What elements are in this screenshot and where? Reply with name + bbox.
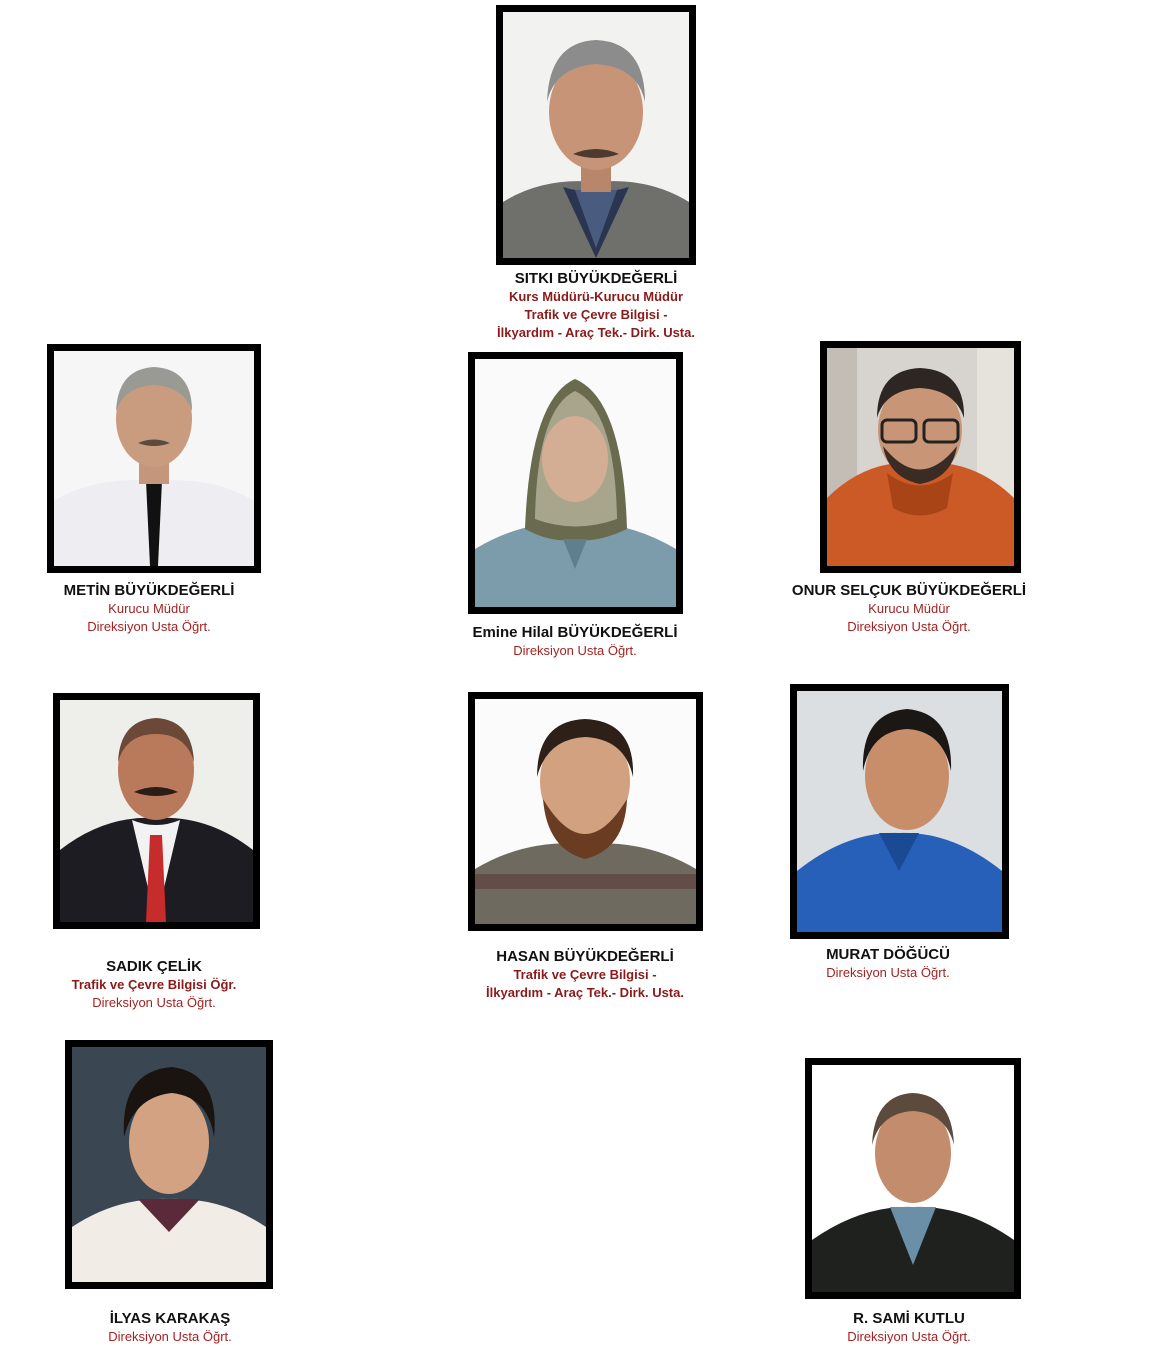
staff-role: Direksiyon Usta Öğrt. xyxy=(87,619,211,634)
staff-name: MURAT DÖĞÜCÜ xyxy=(826,946,950,963)
staff-name: R. SAMİ KUTLU xyxy=(853,1310,965,1327)
portrait-man-plaid-shirt-icon xyxy=(503,12,689,258)
staff-role: Direksiyon Usta Öğrt. xyxy=(92,995,216,1010)
portrait-man-suit-red-tie-icon xyxy=(60,700,253,922)
staff-role: Direksiyon Usta Öğrt. xyxy=(847,619,971,634)
staff-label xyxy=(430,624,720,660)
staff-name: HASAN BÜYÜKDEĞERLİ xyxy=(496,948,674,965)
portrait-man-blue-polo-icon xyxy=(797,691,1002,932)
staff-role: Direksiyon Usta Öğrt. xyxy=(847,1329,971,1344)
portrait-photo xyxy=(468,352,683,614)
staff-name: İLYAS KARAKAŞ xyxy=(109,1310,231,1327)
staff-label xyxy=(14,582,284,636)
staff-role: Trafik ve Çevre Bilgisi - xyxy=(524,307,668,322)
portrait-photo xyxy=(47,344,261,573)
staff-role: Direksiyon Usta Öğrt. xyxy=(108,1329,232,1344)
portrait-photo xyxy=(65,1040,273,1289)
staff-label xyxy=(778,1310,1040,1346)
staff-name: Emine Hilal BÜYÜKDEĞERLİ xyxy=(472,624,678,641)
portrait-photo xyxy=(790,684,1009,939)
portrait-young-man-white-shirt-icon xyxy=(72,1047,266,1282)
staff-label xyxy=(441,270,751,342)
portrait-man-glasses-orange-hoodie-icon xyxy=(827,348,1014,566)
staff-role: Kurs Müdürü-Kurucu Müdür xyxy=(508,289,684,304)
staff-role: Kurucu Müdür xyxy=(108,601,190,616)
portrait-photo xyxy=(53,693,260,929)
staff-role: İlkyardım - Araç Tek.- Dirk. Usta. xyxy=(497,325,695,340)
portrait-photo xyxy=(805,1058,1021,1299)
staff-role: Trafik ve Çevre Bilgisi - xyxy=(513,967,657,982)
portrait-photo xyxy=(820,341,1021,573)
staff-role: Kurucu Müdür xyxy=(868,601,950,616)
staff-name: METİN BÜYÜKDEĞERLİ xyxy=(63,582,235,599)
staff-role: Trafik ve Çevre Bilgisi Öğr. xyxy=(71,977,237,992)
portrait-woman-headscarf-icon xyxy=(475,359,676,607)
portrait-man-beard-sweater-icon xyxy=(475,699,696,924)
staff-role: Direksiyon Usta Öğrt. xyxy=(513,643,637,658)
staff-label xyxy=(430,948,740,1002)
portrait-photo xyxy=(468,692,703,931)
portrait-photo xyxy=(496,5,696,265)
staff-role: Direksiyon Usta Öğrt. xyxy=(826,965,950,980)
staff-label xyxy=(760,946,1016,982)
staff-name: SITKI BÜYÜKDEĞERLİ xyxy=(514,270,678,287)
staff-name: SADIK ÇELİK xyxy=(106,958,202,975)
staff-label xyxy=(760,582,1058,636)
staff-role: İlkyardım - Araç Tek.- Dirk. Usta. xyxy=(486,985,684,1000)
portrait-man-white-shirt-tie-icon xyxy=(54,351,254,566)
staff-label xyxy=(14,958,294,1012)
portrait-man-dark-jacket-icon xyxy=(812,1065,1014,1292)
staff-label xyxy=(40,1310,300,1346)
staff-name: ONUR SELÇUK BÜYÜKDEĞERLİ xyxy=(791,582,1027,599)
